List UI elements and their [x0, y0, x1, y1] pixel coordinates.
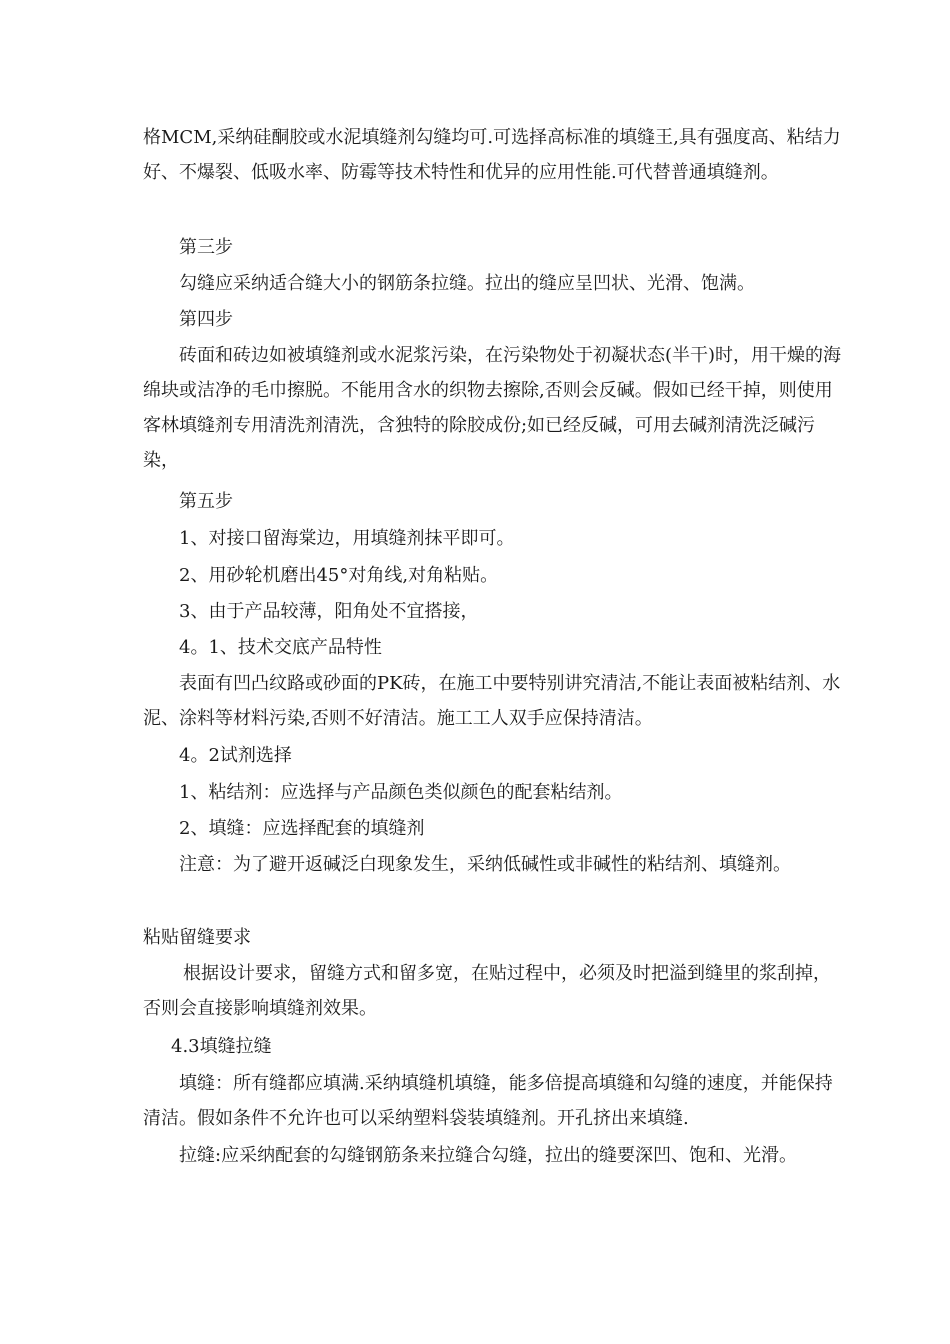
heading-step-five: 第五步	[179, 491, 233, 512]
heading-step-four: 第四步	[179, 309, 233, 330]
heading-section-4-3: 4.3填缝拉缝	[171, 1036, 272, 1057]
paragraph-jointing: 拉缝:应采纳配套的勾缝钢筋条来拉缝合勾缝，拉出的缝要深凹、饱和、光滑。	[179, 1145, 798, 1166]
paragraph-step-three: 勾缝应采纳适合缝大小的钢筋条拉缝。拉出的缝应呈凹状、光滑、饱满。	[179, 273, 755, 294]
list-item-step-five-3: 3、由于产品较薄，阳角处不宜搭接，	[179, 601, 479, 622]
paragraph-grouting: 填缝：所有缝都应填满.采纳填缝机填缝，能多倍提高填缝和勾缝的速度，并能保持清洁。假如条件不允许也可以采纳塑料袋装填缝剂。开孔挤出来填缝.	[143, 1073, 833, 1129]
list-item-adhesive: 1、粘结剂：应选择与产品颜色类似颜色的配套粘结剂。	[179, 782, 623, 803]
paragraph-step-four: 砖面和砖边如被填缝剂或水泥浆污染，在污染物处于初凝状态(半干)时，用干燥的海绵块或洁净的毛巾擦脱。不能用含水的织物去擦除,否则会反碱。假如已经干掉，则使用客林填缝剂专用清洗剂清洗，含独特的除胶成份;如已经反碱，可用去碱剂清洗泛碱污染，	[143, 345, 842, 471]
heading-section-4-2: 4。2试剂选择	[179, 745, 292, 766]
paragraph-joint-requirements: 根据设计要求，留缝方式和留多宽，在贴过程中，必须及时把溢到缝里的浆刮掉，否则会直接影响填缝剂效果。	[143, 963, 831, 1019]
heading-step-three: 第三步	[179, 237, 233, 258]
list-item-step-five-1: 1、对接口留海棠边，用填缝剂抹平即可。	[179, 528, 515, 549]
paragraph-note: 注意：为了避开返碱泛白现象发生，采纳低碱性或非碱性的粘结剂、填缝剂。	[179, 854, 791, 875]
paragraph-product-characteristics: 表面有凹凸纹路或砂面的PK砖，在施工中要特别讲究清洁,不能让表面被粘结剂、水泥、涂料等材料污染,否则不好清洁。施工工人双手应保持清洁。	[143, 673, 841, 729]
paragraph-grout-selection: 格MCM,采纳硅酮胶或水泥填缝剂勾缝均可.可选择高标准的填缝王,具有强度高、粘结力好、不爆裂、低吸水率、防霉等技术特性和优异的应用性能.可代替普通填缝剂。	[143, 127, 841, 183]
heading-section-4-1: 4。1、技术交底产品特性	[179, 637, 382, 658]
list-item-step-five-2: 2、用砂轮机磨出45°对角线,对角粘贴。	[179, 565, 499, 586]
heading-joint-requirements: 粘贴留缝要求	[143, 927, 251, 948]
list-item-grout: 2、填缝：应选择配套的填缝剂	[179, 818, 425, 839]
